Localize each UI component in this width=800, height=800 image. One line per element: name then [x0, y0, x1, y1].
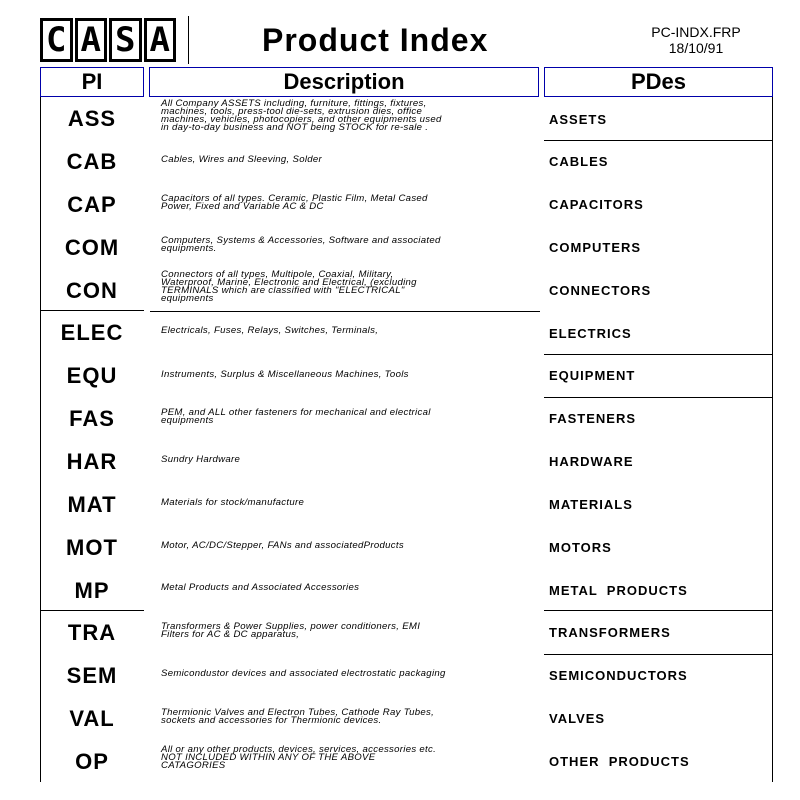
casa-logo — [40, 18, 176, 62]
document-date: 18/10/91 — [668, 40, 724, 56]
logo-letter: A — [75, 18, 108, 62]
pdes-label: HARDWARE — [549, 454, 634, 469]
pdes-label: SEMICONDUCTORS — [549, 668, 688, 683]
pi-code: ELEC — [60, 320, 124, 345]
pi-code: ASS — [67, 106, 117, 131]
description-text: Materials for stock/manufacture — [161, 497, 305, 508]
description-text: All or any other products, devices, services, accessories etc. NOT INCLUDED WITHIN ANY OF THE ABOVE CATAGORIES — [161, 744, 437, 771]
pi-code: TRA — [67, 620, 117, 645]
pi-code: CON — [66, 278, 118, 303]
description-text: Transformers & Power Supplies, power conditioners, EMI Filters for AC & DC apparatus, — [161, 621, 421, 640]
description-text: Motor, AC/DC/Stepper, FANs and associatedProducts — [161, 540, 404, 551]
pdes-label: CABLES — [549, 154, 609, 169]
pdes-label: TRANSFORMERS — [549, 625, 671, 640]
pdes-divider — [544, 354, 773, 355]
pdes-divider — [544, 654, 773, 655]
pdes-label: METAL PRODUCTS — [549, 583, 688, 598]
section-divider — [40, 610, 144, 611]
pi-code: OP — [75, 749, 109, 774]
column-header-description: Description — [149, 67, 539, 97]
pdes-divider — [544, 610, 773, 611]
logo-letter: C — [40, 18, 73, 62]
description-text: Semicondustor devices and associated electrostatic packaging — [161, 668, 446, 679]
description-text: Cables, Wires and Sleeving, Solder — [161, 154, 323, 165]
description-text: Computers, Systems & Accessories, Software and associated equipments. — [161, 235, 441, 254]
pdes-label: ASSETS — [549, 112, 608, 127]
section-divider — [40, 310, 144, 311]
logo-divider — [188, 16, 189, 64]
pdes-label: CONNECTORS — [549, 283, 652, 298]
pdes-label: ELECTRICS — [549, 326, 632, 341]
description-text: Capacitors of all types. Ceramic, Plastic Film, Metal Cased Power, Fixed and Variable AC & DC — [161, 193, 428, 212]
pdes-label: CAPACITORS — [549, 197, 644, 212]
pi-code: VAL — [69, 706, 115, 731]
file-reference — [640, 24, 752, 56]
pi-code: MOT — [66, 535, 118, 560]
description-text: Thermionic Valves and Electron Tubes, Cathode Ray Tubes, sockets and accessories for Thermionic devices. — [161, 707, 435, 726]
pdes-label: VALVES — [549, 711, 606, 726]
pi-code: MAT — [67, 492, 117, 517]
pi-code: MP — [74, 578, 110, 603]
pi-code: CAB — [66, 149, 118, 174]
description-text: All Company ASSETS including, furniture, fittings, fixtures, machines, tools, press-tool die-sets, extrusion dies, office machines, vehicles, photocopiers, and other equipments used in day-to-day business and NOT being STOCK for re-sale . — [161, 98, 442, 133]
description-text: Sundry Hardware — [161, 454, 241, 465]
pdes-label: MATERIALS — [549, 497, 633, 512]
logo-letter: A — [144, 18, 177, 62]
table-right-border — [772, 97, 773, 782]
description-text: Metal Products and Associated Accessories — [161, 582, 360, 593]
pdes-label: MOTORS — [549, 540, 612, 555]
description-text: Electricals, Fuses, Relays, Switches, Terminals, — [161, 325, 379, 336]
file-name: PC-INDX.FRP — [651, 24, 741, 40]
pi-code: CAP — [67, 192, 117, 217]
description-text: Instruments, Surplus & Miscellaneous Machines, Tools — [161, 369, 409, 380]
pdes-divider — [544, 140, 773, 141]
description-text: Connectors of all types, Multipole, Coaxial, Military, Waterproof, Marine, Electronic and Electrical, (excluding TERMINALS which are classified with "ELECTRICAL" equipments — [161, 269, 417, 304]
column-header-pi: PI — [40, 67, 144, 97]
pdes-label: COMPUTERS — [549, 240, 642, 255]
column-header-pdes: PDes — [544, 67, 773, 97]
pi-code: EQU — [66, 363, 118, 388]
page-title: Product Index — [262, 22, 489, 58]
pdes-label: FASTENERS — [549, 411, 637, 426]
description-text: PEM, and ALL other fasteners for mechanical and electrical equipments — [161, 407, 431, 426]
pi-code: SEM — [66, 663, 118, 688]
pi-code: HAR — [66, 449, 118, 474]
pdes-label: OTHER PRODUCTS — [549, 754, 690, 769]
pi-code: FAS — [69, 406, 115, 431]
pi-code: COM — [64, 235, 120, 260]
logo-letter: S — [109, 18, 142, 62]
pdes-label: EQUIPMENT — [549, 368, 636, 383]
pdes-divider — [544, 397, 773, 398]
section-divider — [150, 311, 540, 312]
